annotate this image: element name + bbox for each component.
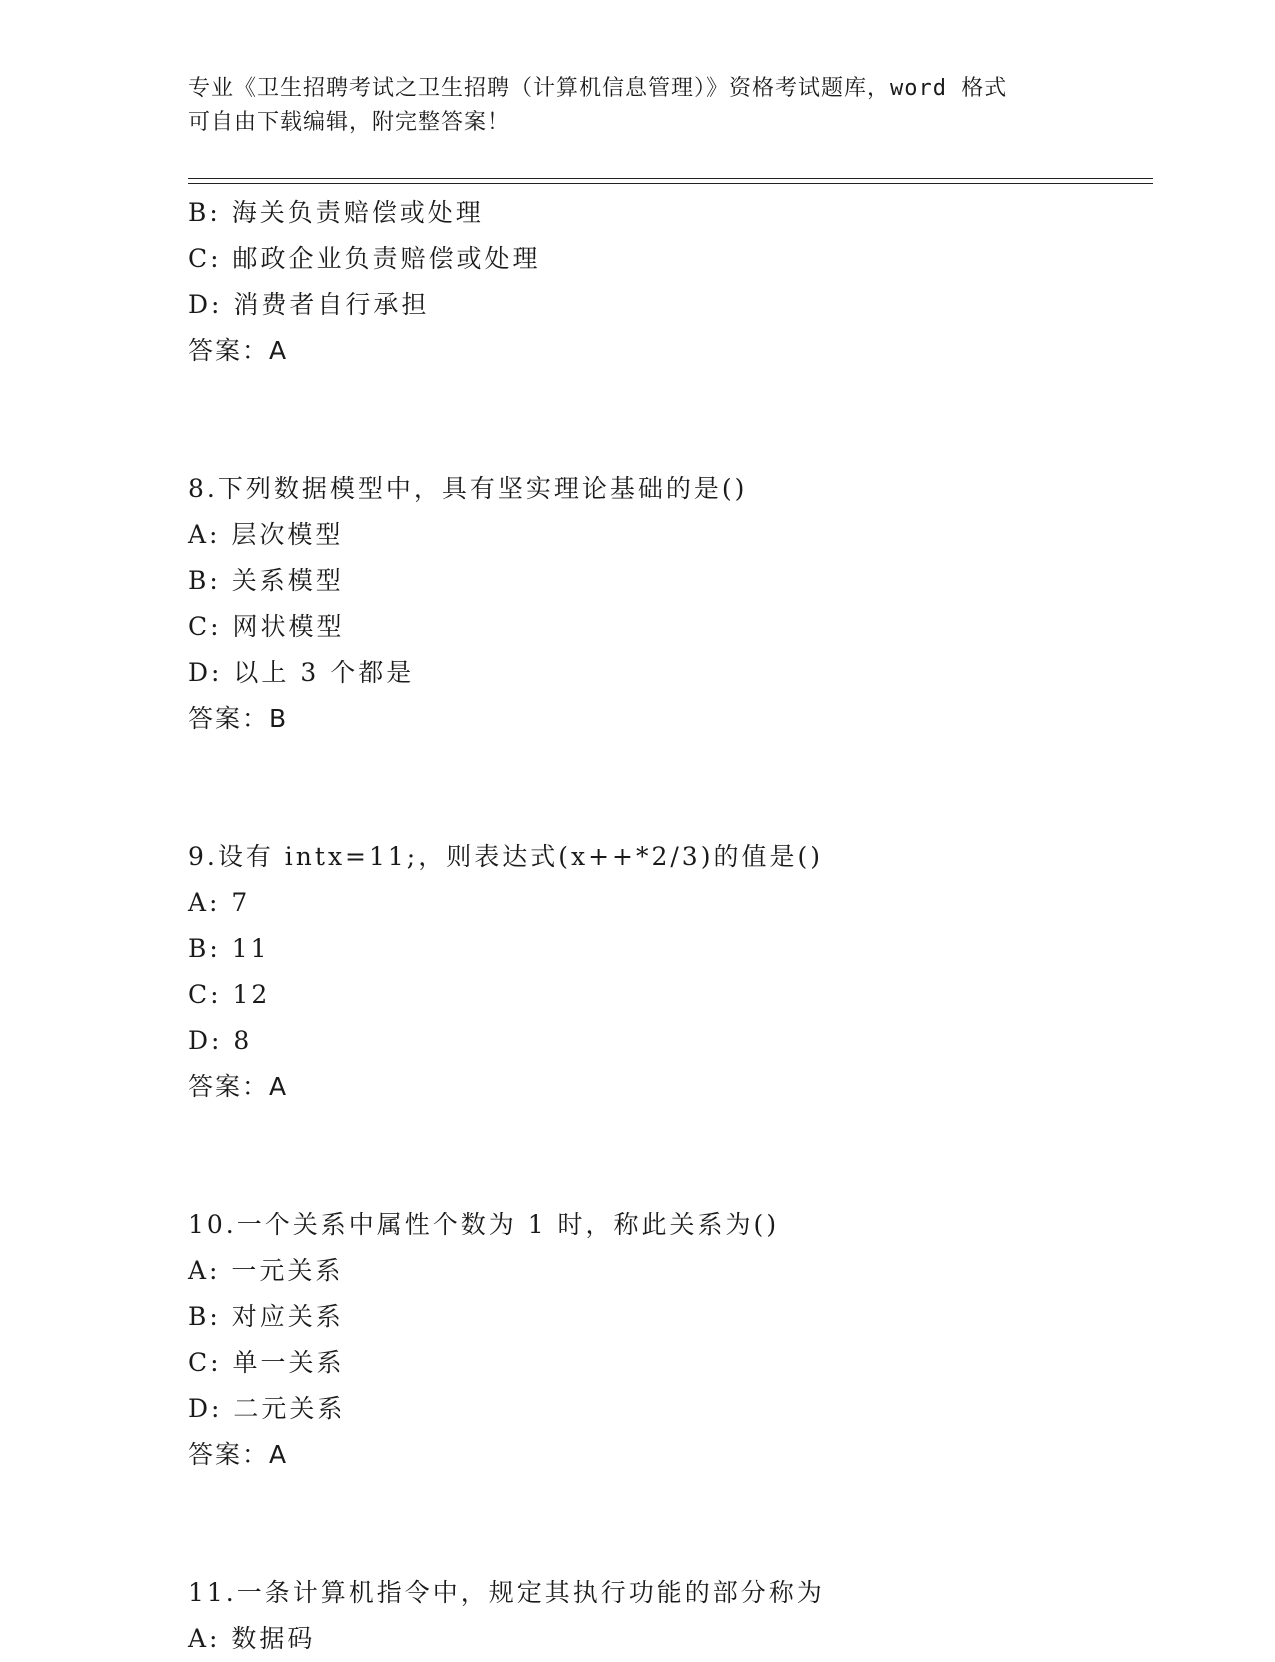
option-b: B: 海关负责赔偿或处理 [188,198,484,227]
header-divider-bottom [188,183,1153,184]
answer: 答案：A [188,1440,289,1469]
header-line-2: 可自由下载编辑，附完整答案！ [188,110,511,135]
option-a: A: 一元关系 [188,1256,344,1285]
answer: 答案：A [188,1072,289,1101]
spacer [188,1478,1148,1570]
option-a: A: 层次模型 [188,520,344,549]
question-text: 8.下列数据模型中，具有坚实理论基础的是() [188,474,748,503]
option-c: C: 单一关系 [188,1348,345,1377]
option-d: D: 二元关系 [188,1394,346,1423]
document-header [188,72,1088,140]
option-d: D: 以上 3 个都是 [188,658,415,687]
question-text: 10.一个关系中属性个数为 1 时，称此关系为() [188,1210,780,1239]
question-11 [188,1570,1148,1662]
header-divider-top [188,178,1153,179]
option-c: C: 12 [188,980,271,1009]
question-8 [188,466,1148,742]
option-b: B: 关系模型 [188,566,344,595]
question-7-continued [188,190,1148,374]
answer: 答案：B [188,704,289,733]
question-text: 9.设有 intx=11;，则表达式(x++*2/3)的值是() [188,842,823,871]
option-c: C: 网状模型 [188,612,345,641]
question-text: 11.一条计算机指令中，规定其执行功能的部分称为 [188,1578,825,1607]
spacer [188,374,1148,466]
header-line-1: 专业《卫生招聘考试之卫生招聘（计算机信息管理）》资格考试题库，word 格式 [188,76,1008,101]
option-a: A: 7 [188,888,251,917]
option-b: B: 对应关系 [188,1302,344,1331]
question-9 [188,834,1148,1110]
option-d: D: 8 [188,1026,253,1055]
spacer [188,742,1148,834]
option-b: B: 11 [188,934,270,963]
spacer [188,1110,1148,1202]
question-10 [188,1202,1148,1478]
option-a: A: 数据码 [188,1624,316,1653]
question-list [188,190,1148,1662]
answer: 答案：A [188,336,289,365]
option-c: C: 邮政企业负责赔偿或处理 [188,244,541,273]
option-d: D: 消费者自行承担 [188,290,430,319]
